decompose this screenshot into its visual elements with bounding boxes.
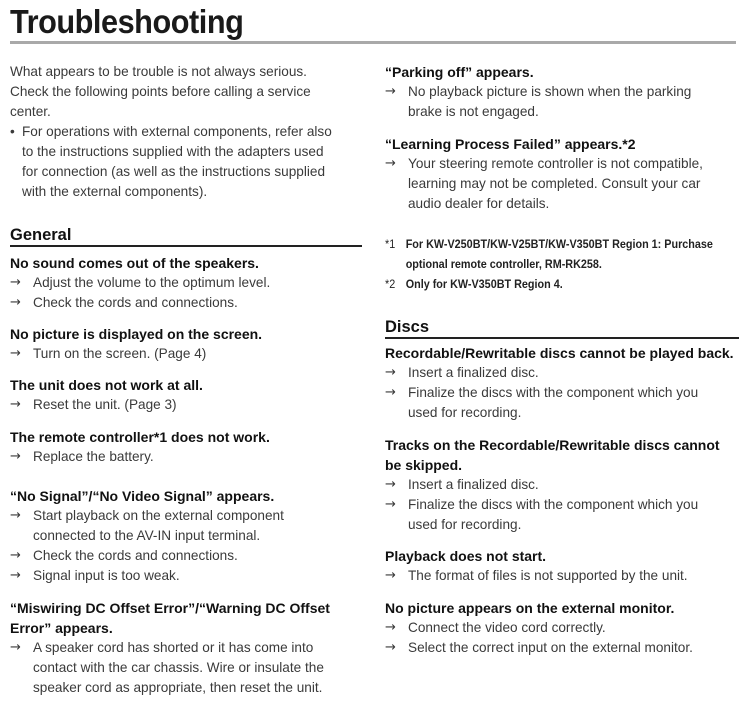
question: The remote controller*1 does not work.	[10, 429, 270, 445]
intro-bullet-cont	[10, 162, 325, 182]
answer-text: Finalize the discs with the component which you	[408, 497, 699, 512]
answer-text: used for recording.	[408, 517, 522, 532]
answer-cont	[385, 194, 549, 214]
footnote-text: For KW-V250BT/KW-V25BT/KW-V350BT Region 1: Purchase	[405, 237, 713, 251]
answer	[10, 447, 154, 467]
arrow-right-icon: →	[385, 477, 396, 492]
question: Tracks on the Recordable/Rewritable discs cannot	[385, 437, 720, 453]
question-cont: Error” appears.	[10, 620, 113, 636]
arrow-right-icon: →	[10, 508, 21, 523]
answer	[10, 546, 238, 566]
intro-bullet-cont	[10, 182, 207, 202]
answer-text: Finalize the discs with the component which you	[408, 385, 699, 400]
arrow-right-icon: →	[10, 640, 21, 655]
arrow-right-icon: →	[385, 385, 396, 400]
question: “No Signal”/“No Video Signal” appears.	[10, 488, 275, 504]
arrow-right-icon: →	[10, 568, 21, 583]
answer-cont	[385, 403, 521, 423]
section-heading-discs: Discs	[385, 318, 430, 336]
answer-text: Check the cords and connections.	[33, 295, 238, 310]
page-title: Troubleshooting	[10, 3, 244, 40]
answer-text: Connect the video cord correctly.	[408, 620, 606, 635]
arrow-right-icon: →	[385, 365, 396, 380]
arrow-right-icon: →	[10, 295, 21, 310]
answer	[10, 273, 270, 293]
title-underline	[10, 41, 736, 44]
answer-text: Adjust the volume to the optimum level.	[33, 275, 271, 290]
question-cont: be skipped.	[385, 457, 463, 473]
answer-cont	[385, 102, 539, 122]
answer	[10, 344, 206, 364]
answer-text: Replace the battery.	[33, 449, 154, 464]
answer	[10, 506, 284, 526]
answer	[385, 638, 693, 658]
answer-text: The format of files is not supported by the unit.	[408, 568, 688, 583]
question: No sound comes out of the speakers.	[10, 255, 259, 271]
intro-bullet-cont	[10, 142, 324, 162]
answer-text: contact with the car chassis. Wire or insulate the	[33, 660, 324, 675]
arrow-right-icon: →	[10, 346, 21, 361]
answer	[10, 638, 313, 658]
answer	[10, 395, 177, 415]
answer-cont	[10, 526, 260, 546]
answer-text: connected to the AV-IN input terminal.	[33, 528, 261, 543]
answer-text: Reset the unit. (Page 3)	[33, 397, 177, 412]
question: “Miswiring DC Offset Error”/“Warning DC Offset	[10, 600, 330, 616]
arrow-right-icon: →	[10, 275, 21, 290]
arrow-right-icon: →	[10, 548, 21, 563]
arrow-right-icon: →	[385, 640, 396, 655]
answer	[385, 154, 703, 174]
answer	[385, 363, 539, 383]
answer	[385, 566, 688, 586]
bullet-line: For operations with external components, refer also	[22, 124, 332, 139]
answer-text: No playback picture is shown when the parking	[408, 84, 692, 99]
footnote-cont	[385, 254, 602, 274]
answer	[385, 82, 691, 102]
answer-text: Check the cords and connections.	[33, 548, 238, 563]
answer	[385, 495, 698, 515]
answer-text: Start playback on the external component	[33, 508, 284, 523]
arrow-right-icon: →	[385, 620, 396, 635]
intro-line: Check the following points before calling a service	[10, 84, 311, 99]
answer-cont	[385, 515, 521, 535]
answer-text: Select the correct input on the external monitor.	[408, 640, 693, 655]
answer-text: Insert a finalized disc.	[408, 365, 539, 380]
answer	[385, 475, 539, 495]
footnote	[385, 234, 713, 254]
answer-text: learning may not be completed. Consult your car	[408, 176, 701, 191]
answer	[10, 566, 180, 586]
answer-text: brake is not engaged.	[408, 104, 539, 119]
answer-text: Your steering remote controller is not compatible,	[408, 156, 703, 171]
arrow-right-icon: →	[10, 449, 21, 464]
bullet-icon: •	[10, 124, 15, 139]
question: “Learning Process Failed” appears.*2	[385, 136, 636, 152]
answer-text: speaker cord as appropriate, then reset the unit.	[33, 680, 323, 695]
bullet-line: to the instructions supplied with the adapters used	[22, 144, 324, 159]
answer	[385, 618, 606, 638]
answer	[385, 383, 698, 403]
footnote-text: Only for KW-V350BT Region 4.	[405, 277, 563, 291]
answer-text: audio dealer for details.	[408, 196, 550, 211]
question: Recordable/Rewritable discs cannot be played back.	[385, 345, 734, 361]
answer-cont	[10, 678, 322, 698]
answer-cont	[385, 174, 700, 194]
answer-text: A speaker cord has shorted or it has come into	[33, 640, 314, 655]
intro-line: center.	[10, 104, 51, 119]
arrow-right-icon: →	[10, 397, 21, 412]
question: No picture is displayed on the screen.	[10, 326, 263, 342]
footnote	[385, 274, 563, 294]
section-rule-discs	[385, 337, 739, 339]
answer	[10, 293, 238, 313]
answer-text: used for recording.	[408, 405, 522, 420]
section-rule-general	[10, 245, 362, 247]
question: No picture appears on the external monitor.	[385, 600, 675, 616]
bullet-line: with the external components).	[22, 184, 208, 199]
intro-line: What appears to be trouble is not always serious.	[10, 64, 307, 79]
footnote-mark: *1	[385, 237, 396, 251]
arrow-right-icon: →	[385, 568, 396, 583]
answer-text: Signal input is too weak.	[33, 568, 180, 583]
bullet-line: for connection (as well as the instructions supplied	[22, 164, 325, 179]
intro-bullet	[10, 122, 332, 142]
arrow-right-icon: →	[385, 156, 396, 171]
arrow-right-icon: →	[385, 84, 396, 99]
footnote-text: optional remote controller, RM-RK258.	[405, 257, 602, 271]
arrow-right-icon: →	[385, 497, 396, 512]
section-heading-general: General	[10, 226, 72, 244]
question: The unit does not work at all.	[10, 377, 203, 393]
question: Playback does not start.	[385, 548, 547, 564]
footnote-mark: *2	[385, 277, 396, 291]
answer-text: Insert a finalized disc.	[408, 477, 539, 492]
answer-cont	[10, 658, 324, 678]
answer-text: Turn on the screen. (Page 4)	[33, 346, 207, 361]
question: “Parking off” appears.	[385, 64, 534, 80]
